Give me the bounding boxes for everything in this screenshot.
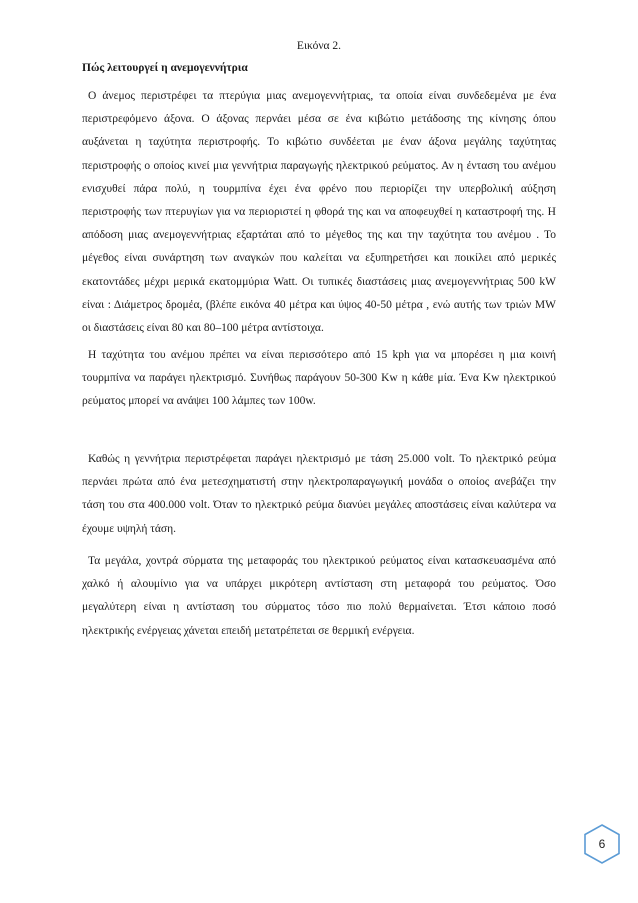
page-number: 6	[598, 837, 606, 851]
paragraph-1: Ο άνεμος περιστρέφει τα πτερύγια μιας ανεμογεννήτριας, τα οποία είναι συνδεδεμένα με ένα περιστρεφόμενο άξονα. Ο άξονας περνάει μέσα σε ένα κιβώτιο μετάδοσης της κίνησης όπου αυξάνεται η ταχύτητα περιστροφής. Το κιβώτιο συνδέεται με έναν άξονα μεγάλης ταχύτητας περιστροφής ο οποίος κινεί μια γεννήτρια παραγωγής ηλεκτρικού ρεύματος. Αν η ένταση του ανέμου ενισχυθεί πάρα πολύ, η τουρμπίνα έχει ένα φρένο που περιορίζει την υπερβολική αύξηση περιστροφής των πτερυγίων για να περιοριστεί η φθορά της και να αποφευχθεί η καταστροφή της. Η απόδοση μιας ανεμογεννήτριας εξαρτάται από το μέγεθος της και την ταχύτητα του ανέμου . Το μέγεθος είναι συνάρτηση των αναγκών που καλείται να εξυπηρετήσει και ποικίλει από μερικές εκατοντάδες μέχρι μερικά εκατομμύρια Watt. Οι τυπικές διαστάσεις μιας ανεμογεννήτριας 500 kW είναι : Διάμετρος δρομέα, (βλέπε εικόνα 40 μέτρα και ύψος 40-50 μέτρα , ενώ αυτής των τριών MW οι διαστάσεις είναι 80 και 80–100 μέτρα αντίστοιχα.	[82, 90, 556, 335]
paragraph-2: Η ταχύτητα του ανέμου πρέπει να είναι περισσότερο από 15 kph για να μπορέσει η μια κοινή τουρμπίνα να παράγει ηλεκτρισμό. Συνήθως παράγουν 50-300 Kw η κάθε μία. Ένα Kw ηλεκτρικού ρεύματος μπορεί να ανάψει 100 λάμπες των 100w.	[82, 349, 556, 408]
paragraph-4: Τα μεγάλα, χοντρά σύρματα της μεταφοράς του ηλεκτρικού ρεύματος είναι κατασκευασμένα από χαλκό ή αλουμίνιο για να υπάρχει μικρότερη αντίσταση στη μεταφορά του ρεύματος. Όσο μεγαλύτερη είναι η αντίσταση του σύρματος τόσο πιο πολύ θερμαίνεται. Έτσι κάποιο ποσό ηλεκτρικής ενέργειας χάνεται επειδή μετατρέπεται σε θερμική ενέργεια.	[82, 555, 556, 637]
figure-caption: Εικόνα 2.	[296, 40, 342, 52]
paragraph-3: Καθώς η γεννήτρια περιστρέφεται παράγει ηλεκτρισμό με τάση 25.000 volt. Το ηλεκτρικό ρεύμα περνάει πρώτα από ένα μετεσχηματιστή στην ηλεκτροπαραγωγική μονάδα ο οποίος ανεβάζει την τάση του στα 400.000 volt. Όταν το ηλεκτρικό ρεύμα διανύει μεγάλες αποστάσεις είναι καλύτερα να έχουμε υψηλή τάση.	[82, 453, 556, 535]
page-number-badge	[580, 822, 624, 866]
section-heading: Πώς λειτουργεί η ανεμογεννήτρια	[82, 62, 248, 74]
